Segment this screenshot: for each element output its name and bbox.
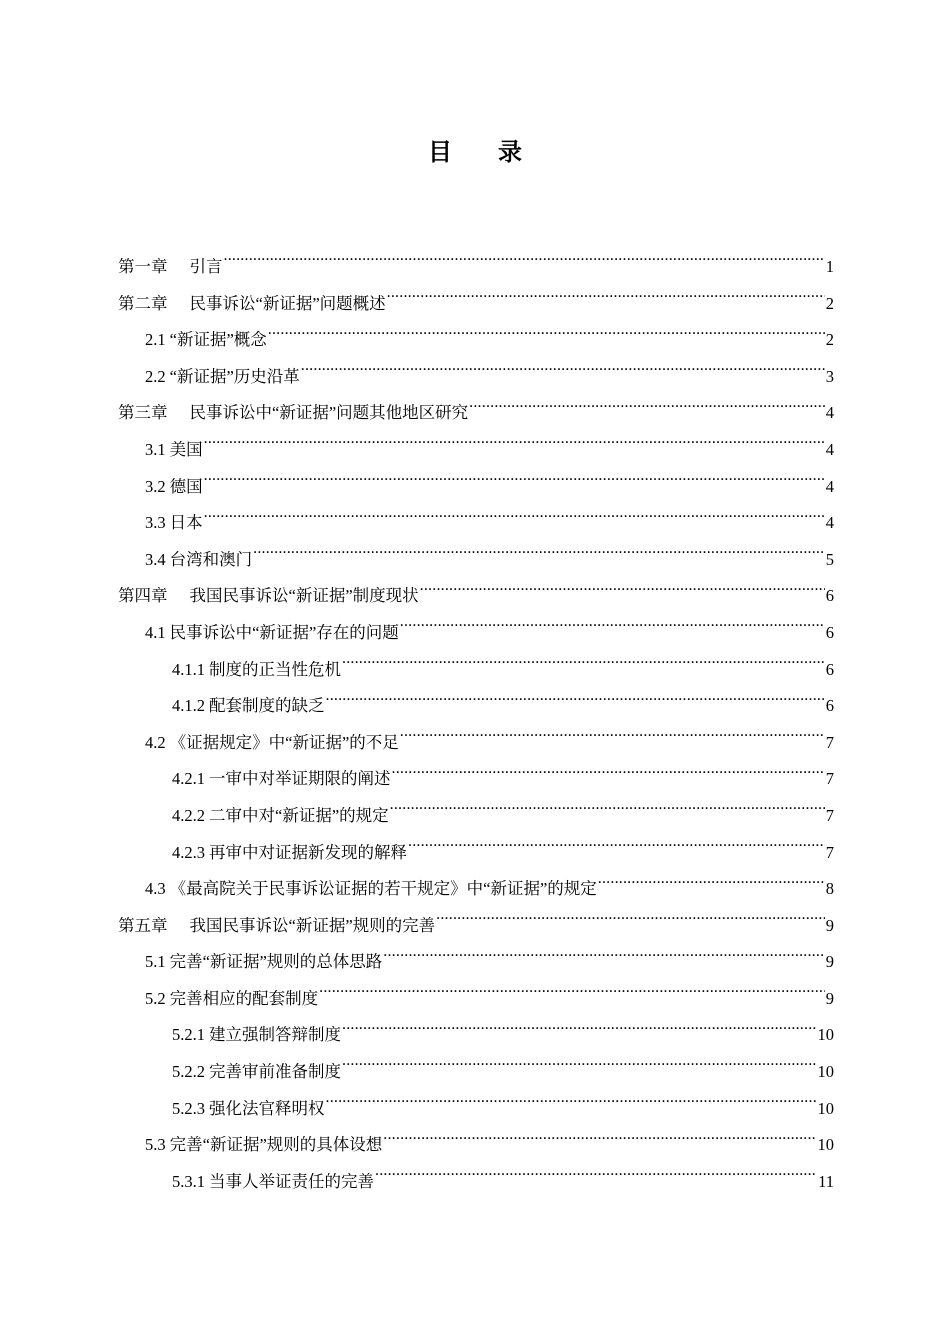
toc-entry-number: 4.2: [145, 732, 166, 752]
toc-entry[interactable]: [118, 469, 834, 506]
toc-entry-number: 5.2.1: [172, 1025, 205, 1045]
toc-entry-page-number: 7: [825, 842, 834, 862]
toc-entry-page-number: 2: [825, 293, 834, 313]
toc-entry[interactable]: [118, 944, 834, 981]
toc-entry-title: 二审中对“新证据”的规定: [209, 805, 389, 825]
toc-entry-title: 引言: [189, 257, 223, 276]
toc-entry-number: 4.1: [145, 622, 166, 642]
toc-entry[interactable]: [118, 688, 834, 725]
toc-leader-dots: [400, 621, 825, 638]
toc-entry-page-number: 6: [825, 622, 834, 642]
toc-entry[interactable]: [118, 835, 834, 872]
toc-entry[interactable]: [118, 798, 834, 835]
toc-entry-title: 完善相应的配套制度: [169, 988, 319, 1008]
toc-entry[interactable]: [118, 1054, 834, 1091]
toc-entry-title: 《证据规定》中“新证据”的不足: [169, 732, 399, 752]
toc-entry-number: 5.3.1: [172, 1171, 205, 1191]
toc-entry[interactable]: [118, 578, 834, 615]
toc-entry-title: 《最高院关于民事诉讼证据的若干规定》中“新证据”的规定: [169, 879, 597, 899]
toc-entry-page-number: 7: [825, 732, 834, 752]
toc-leader-dots: [469, 402, 825, 419]
toc-entry-page-number: 9: [825, 915, 834, 935]
toc-entry-number: 4.1.1: [172, 659, 205, 679]
toc-leader-dots: [342, 1024, 817, 1041]
toc-entry-title: 建立强制答辩制度: [209, 1025, 341, 1045]
toc-entry-page-number: 10: [817, 1098, 834, 1118]
toc-entry-title: 民事诉讼中“新证据”问题其他地区研究: [189, 403, 469, 423]
toc-entry-number: 2.2: [145, 366, 166, 386]
toc-entry[interactable]: [118, 1091, 834, 1128]
toc-entry-number: 4.3: [145, 879, 166, 899]
toc-leader-dots: [400, 731, 825, 748]
toc-entry-number: 5.3: [145, 1135, 166, 1155]
toc-entry-page-number: 9: [825, 988, 834, 1008]
toc-entry-page-number: 3: [825, 366, 834, 386]
toc-entry-number: 5.1: [145, 952, 166, 972]
toc-entry-number: 第一章: [118, 257, 168, 276]
toc-leader-dots: [387, 292, 825, 309]
toc-entry[interactable]: [118, 1164, 834, 1201]
toc-entry[interactable]: [118, 908, 834, 945]
toc-leader-dots: [375, 1170, 817, 1187]
toc-entry-page-number: 10: [817, 1025, 834, 1045]
table-of-contents: [118, 249, 834, 1200]
toc-entry-page-number: 9: [825, 952, 834, 972]
toc-title-char-1: 目: [428, 138, 452, 166]
toc-entry[interactable]: [118, 432, 834, 469]
toc-leader-dots: [598, 878, 825, 895]
toc-entry-page-number: 4: [825, 403, 834, 423]
toc-leader-dots: [383, 1134, 816, 1151]
toc-entry-title: 美国: [169, 439, 203, 459]
toc-entry-page-number: 6: [825, 696, 834, 716]
toc-entry[interactable]: [118, 322, 834, 359]
toc-entry-title: 完善审前准备制度: [209, 1062, 341, 1082]
toc-entry-number: 5.2: [145, 988, 166, 1008]
toc-leader-dots: [390, 804, 825, 821]
toc-leader-dots: [224, 256, 825, 273]
toc-entry-title: 台湾和澳门: [169, 549, 253, 569]
toc-entry-title: “新证据”历史沿革: [169, 366, 300, 386]
toc-entry[interactable]: [118, 249, 834, 286]
toc-entry-page-number: 6: [825, 586, 834, 606]
toc-entry-title: 我国民事诉讼“新证据”规则的完善: [189, 915, 436, 935]
toc-entry-title: 制度的正当性危机: [209, 659, 341, 679]
toc-entry-title: 当事人举证责任的完善: [209, 1171, 374, 1191]
toc-entry[interactable]: [118, 615, 834, 652]
toc-leader-dots: [253, 548, 825, 565]
toc-entry[interactable]: [118, 505, 834, 542]
toc-leader-dots: [342, 658, 825, 675]
toc-entry-number: 4.1.2: [172, 696, 205, 716]
toc-entry-number: 第三章: [118, 403, 168, 423]
toc-entry-page-number: 11: [818, 1171, 834, 1191]
toc-leader-dots: [204, 512, 825, 529]
toc-entry-page-number: 5: [825, 549, 834, 569]
toc-entry-number: 4.2.3: [172, 842, 205, 862]
toc-entry-page-number: 4: [825, 439, 834, 459]
toc-entry-page-number: 1: [825, 257, 834, 276]
toc-entry-number: 3.4: [145, 549, 166, 569]
toc-entry-title: 强化法官释明权: [209, 1098, 325, 1118]
toc-leader-dots: [301, 365, 825, 382]
toc-entry-title: 完善“新证据”规则的具体设想: [169, 1135, 383, 1155]
toc-entry-title: 德国: [169, 476, 203, 496]
toc-entry[interactable]: [118, 761, 834, 798]
toc-entry[interactable]: [118, 542, 834, 579]
toc-entry-title: 完善“新证据”规则的总体思路: [169, 952, 383, 972]
toc-entry-title: 再审中对证据新发现的解释: [209, 842, 407, 862]
toc-leader-dots: [392, 768, 825, 785]
toc-entry[interactable]: [118, 1127, 834, 1164]
toc-entry-number: 5.2.3: [172, 1098, 205, 1118]
toc-leader-dots: [326, 695, 825, 712]
toc-entry-number: 4.2.2: [172, 805, 205, 825]
toc-entry-number: 3.3: [145, 513, 166, 533]
toc-entry-number: 5.2.2: [172, 1062, 205, 1082]
toc-entry[interactable]: [118, 652, 834, 689]
toc-entry-page-number: 6: [825, 659, 834, 679]
toc-entry-number: 第二章: [118, 293, 168, 313]
toc-entry[interactable]: [118, 1017, 834, 1054]
toc-entry[interactable]: [118, 871, 834, 908]
toc-entry-title: 日本: [169, 513, 203, 533]
toc-entry-number: 第四章: [118, 586, 168, 606]
toc-entry[interactable]: [118, 725, 834, 762]
toc-leader-dots: [326, 1097, 817, 1114]
toc-entry-page-number: 4: [825, 476, 834, 496]
toc-leader-dots: [420, 585, 825, 602]
toc-leader-dots: [408, 841, 825, 858]
toc-leader-dots: [204, 475, 825, 492]
toc-entry-page-number: 10: [817, 1135, 834, 1155]
toc-entry-number: 4.2.1: [172, 769, 205, 789]
toc-entry-page-number: 8: [825, 879, 834, 899]
toc-leader-dots: [319, 987, 825, 1004]
toc-title: [0, 132, 950, 167]
toc-entry-number: 第五章: [118, 915, 168, 935]
toc-entry[interactable]: [118, 286, 834, 323]
toc-entry-page-number: 4: [825, 513, 834, 533]
toc-entry-title: 民事诉讼“新证据”问题概述: [189, 293, 386, 313]
toc-entry-page-number: 7: [825, 769, 834, 789]
toc-entry-title: 民事诉讼中“新证据”存在的问题: [169, 622, 399, 642]
toc-entry-page-number: 10: [817, 1062, 834, 1082]
toc-leader-dots: [383, 951, 824, 968]
toc-leader-dots: [204, 438, 825, 455]
toc-entry-title: 我国民事诉讼“新证据”制度现状: [189, 586, 419, 606]
toc-entry-title: 一审中对举证期限的阐述: [209, 769, 391, 789]
toc-entry-title: “新证据”概念: [169, 330, 267, 350]
toc-title-char-2: 录: [498, 138, 522, 166]
toc-entry-page-number: 2: [825, 330, 834, 350]
toc-entry[interactable]: [118, 359, 834, 396]
toc-leader-dots: [342, 1061, 817, 1078]
toc-entry-number: 3.1: [145, 439, 166, 459]
toc-entry[interactable]: [118, 395, 834, 432]
toc-entry[interactable]: [118, 981, 834, 1018]
toc-entry-number: 2.1: [145, 330, 166, 350]
toc-leader-dots: [268, 329, 825, 346]
toc-entry-title: 配套制度的缺乏: [209, 696, 325, 716]
toc-entry-number: 3.2: [145, 476, 166, 496]
toc-entry-page-number: 7: [825, 805, 834, 825]
toc-leader-dots: [436, 914, 825, 931]
